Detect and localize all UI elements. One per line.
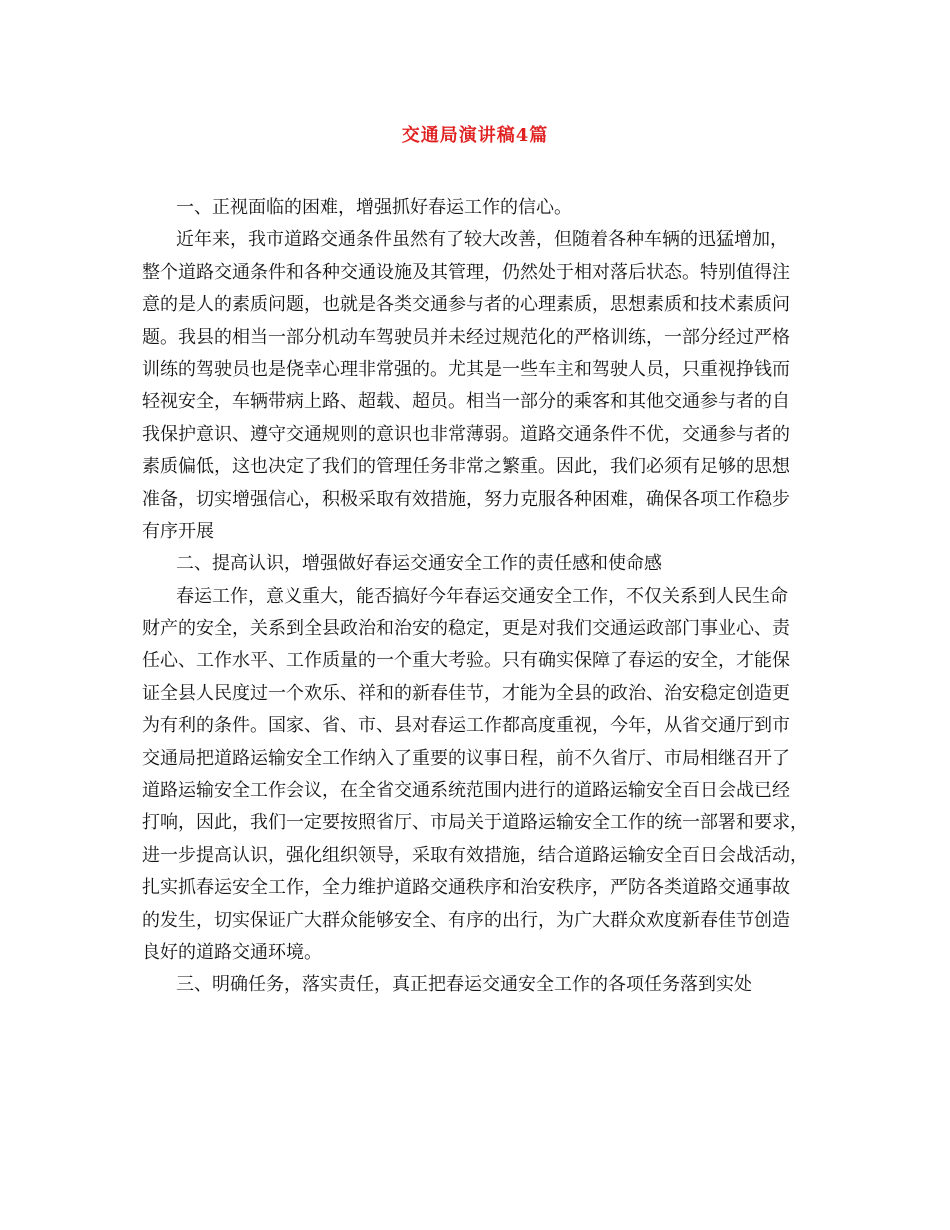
- text-line: 素质偏低，这也决定了我们的管理任务非常之繁重。因此，我们必须有足够的思想: [142, 456, 790, 478]
- text-line: 证全县人民度过一个欢乐、祥和的新春佳节，才能为全县的政治、治安稳定创造更: [142, 682, 790, 704]
- text-line: 春运工作，意义重大，能否搞好今年春运交通安全工作，不仅关系到人民生命: [176, 585, 788, 607]
- text-line: 良好的道路交通环境。: [142, 941, 322, 963]
- text-line: 训练的驾驶员也是侥幸心理非常强的。尤其是一些车主和驾驶人员，只重视挣钱而: [142, 358, 790, 380]
- text-line: 整个道路交通条件和各种交通设施及其管理，仍然处于相对落后状态。特别值得注: [142, 261, 790, 283]
- text-line: 二、提高认识，增强做好春运交通安全工作的责任感和使命感: [176, 553, 662, 575]
- text-line: 任心、工作水平、工作质量的一个重大考验。只有确实保障了春运的安全，才能保: [142, 650, 790, 672]
- text-line: 轻视安全，车辆带病上路、超载、超员。相当一部分的乘客和其他交通参与者的自: [142, 391, 790, 413]
- text-line: 一、正视面临的困难，增强抓好春运工作的信心。: [176, 197, 572, 218]
- text-line: 道路运输安全工作会议，在全省交通系统范围内进行的道路运输安全百日会战已经: [142, 780, 790, 802]
- text-line: 为有利的条件。国家、省、市、县对春运工作都高度重视，今年，从省交通厅到市: [142, 715, 790, 737]
- text-line: 意的是人的素质问题，也就是各类交通参与者的心理素质，思想素质和技术素质问: [142, 294, 790, 316]
- text-line: 进一步提高认识，强化组织领导，采取有效措施，结合道路运输安全百日会战活动，: [142, 844, 808, 866]
- text-line: 扎实抓春运安全工作，全力维护道路交通秩序和治安秩序，严防各类道路交通事故: [142, 877, 790, 899]
- document-title: 交通局演讲稿4篇: [401, 125, 549, 146]
- document-body: [142, 192, 812, 1002]
- text-line: 交通局把道路运输安全工作纳入了重要的议事日程，前不久省厅、市局相继召开了: [142, 747, 790, 769]
- text-line: 准备，切实增强信心，积极采取有效措施，努力克服各种困难，确保各项工作稳步: [142, 488, 790, 510]
- text-line: 三、明确任务，落实责任，真正把春运交通安全工作的各项任务落到实处: [176, 974, 752, 996]
- text-line: 有序开展: [142, 520, 214, 542]
- text-line: 我保护意识、遵守交通规则的意识也非常薄弱。道路交通条件不优，交通参与者的: [142, 423, 790, 445]
- text-line: 打响，因此，我们一定要按照省厅、市局关于道路运输安全工作的统一部署和要求，: [142, 812, 808, 834]
- text-line: 的发生，切实保证广大群众能够安全、有序的出行，为广大群众欢度新春佳节创造: [142, 909, 790, 931]
- text-line: 财产的安全，关系到全县政治和治安的稳定，更是对我们交通运政部门事业心、责: [142, 618, 790, 640]
- text-line: 题。我县的相当一部分机动车驾驶员并未经过规范化的严格训练，一部分经过严格: [142, 326, 790, 348]
- text-line: 近年来，我市道路交通条件虽然有了较大改善，但随着各种车辆的迅猛增加，: [176, 229, 788, 251]
